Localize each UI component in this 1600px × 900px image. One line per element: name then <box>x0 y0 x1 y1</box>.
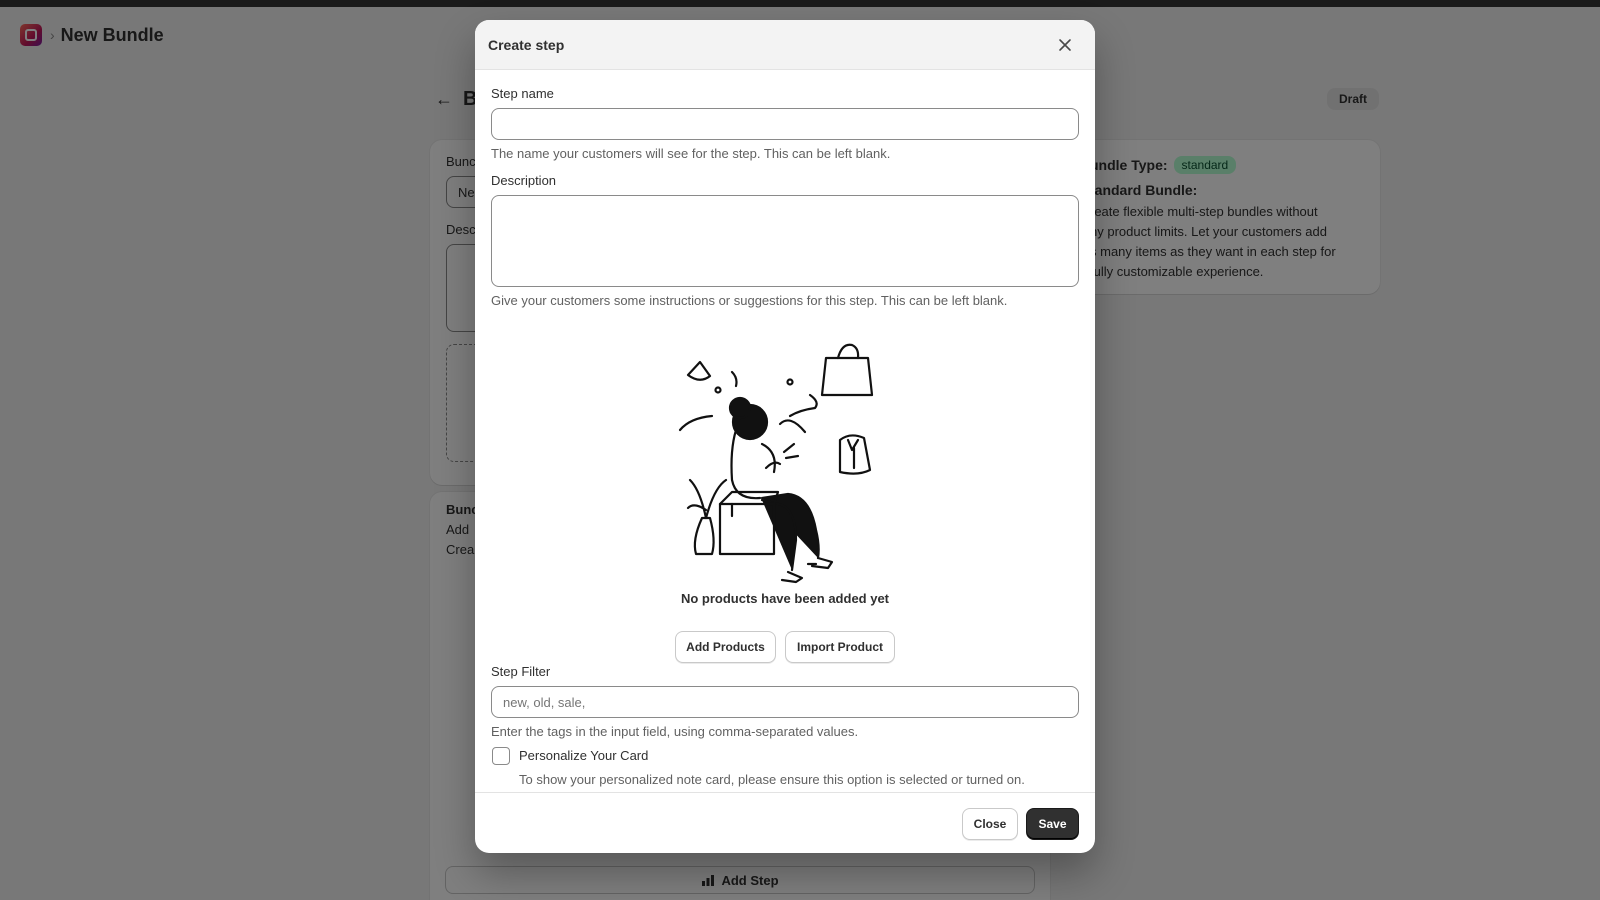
save-button[interactable]: Save <box>1026 808 1079 840</box>
modal-title: Create step <box>488 36 565 53</box>
personalize-card-label[interactable]: Personalize Your Card <box>519 748 649 763</box>
add-products-button[interactable]: Add Products <box>675 631 776 663</box>
step-filter-input[interactable] <box>491 686 1079 718</box>
description-label: Description <box>491 173 557 188</box>
step-filter-help: Enter the tags in the input field, using comma-separated values. <box>491 724 859 739</box>
close-button[interactable]: Close <box>962 808 1018 840</box>
personalize-card-checkbox[interactable] <box>492 747 510 765</box>
step-name-help: The name your customers will see for the step. This can be left blank. <box>491 146 891 161</box>
empty-state-text: No products have been added yet <box>680 591 890 606</box>
modal-header <box>475 20 1095 70</box>
create-step-modal <box>475 20 1095 853</box>
modal-body <box>475 70 1095 792</box>
description-help: Give your customers some instructions or suggestions for this step. This can be left blank. <box>491 293 1008 308</box>
modal-footer <box>475 792 1095 853</box>
step-name-input[interactable] <box>491 108 1079 140</box>
person-shopping-illustration <box>670 340 900 585</box>
top-strip <box>0 0 1600 7</box>
step-filter-label: Step Filter <box>491 664 551 679</box>
step-name-label: Step name <box>491 86 554 101</box>
import-product-button[interactable]: Import Product <box>785 631 895 663</box>
personalize-card-help: To show your personalized note card, please ensure this option is selected or turned on. <box>519 772 1025 787</box>
description-textarea[interactable] <box>491 195 1079 287</box>
close-icon[interactable] <box>1051 31 1079 59</box>
